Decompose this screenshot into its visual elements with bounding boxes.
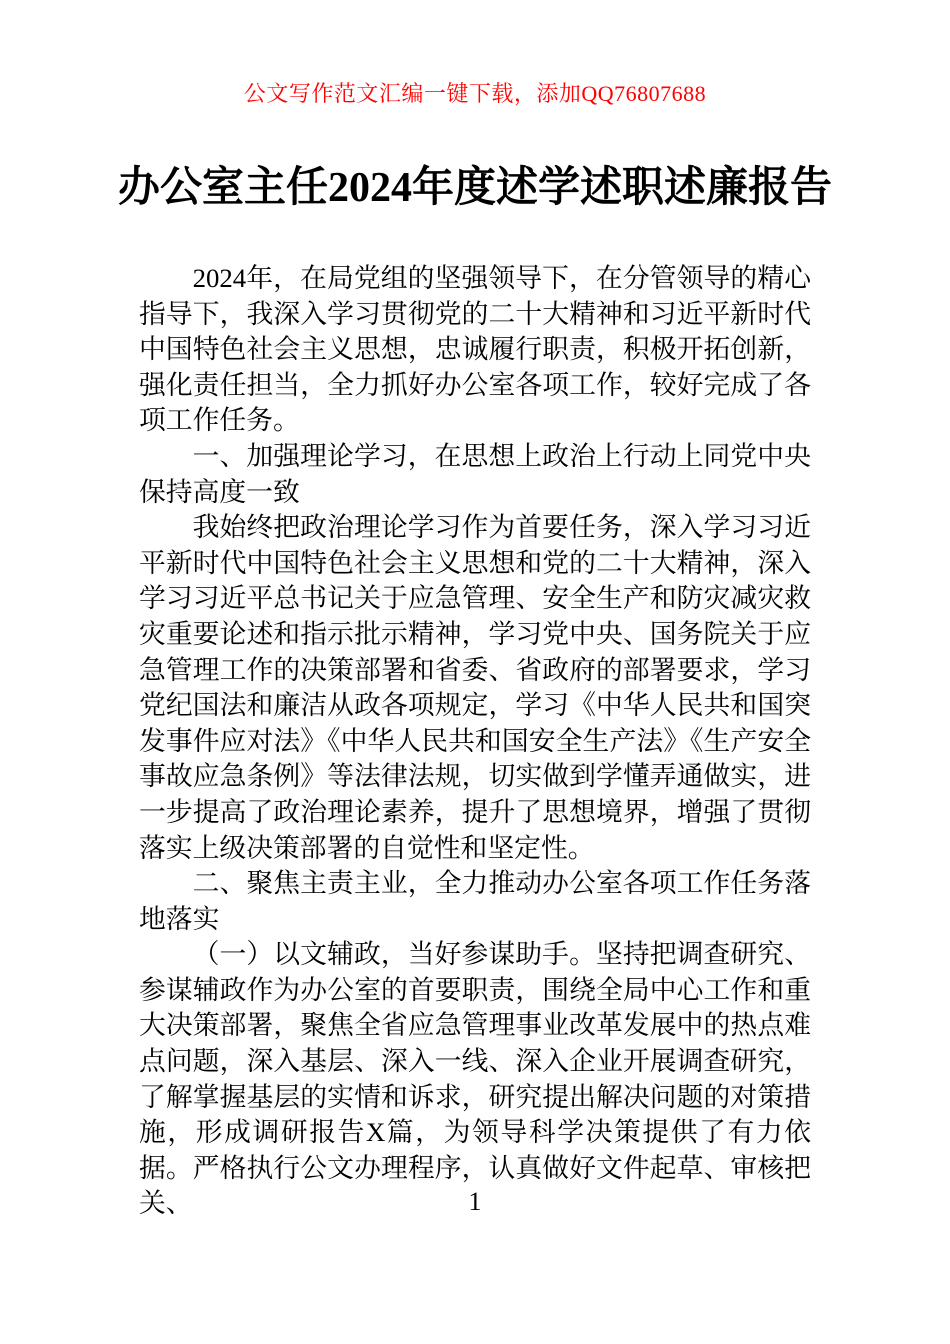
body-paragraph: （一）以文辅政，当好参谋助手。坚持把调查研究、参谋辅政作为办公室的首要职责，围绕全局中心工作和重大决策部署，聚焦全省应急管理事业改革发展中的热点难点问题，深入基层、深入一线、深入企业开展调查研究，了解掌握基层的实情和诉求，研究提出解决问题的对策措施，形成调研报告X篇，为领导科学决策提供了有力依据。严格执行公文办理程序，认真做好文件起草、审核把关、 (139, 939, 811, 1219)
body-paragraph: 我始终把政治理论学习作为首要任务，深入学习习近平新时代中国特色社会主义思想和党的二十大精神，深入学习习近平总书记关于应急管理、安全生产和防灾减灾救灾重要论述和指示批示精神，学习党中央、国务院关于应急管理工作的决策部署和省委、省政府的部署要求，学习党纪国法和廉洁从政各项规定，学习《中华人民共和国突发事件应对法》《中华人民共和国安全生产法》《生产安全事故应急条例》等法律法规，切实做到学懂弄通做实，进一步提高了政治理论素养，提升了思想境界，增强了贯彻落实上级决策部署的自觉性和坚定性。 (139, 512, 811, 863)
document-title: 办公室主任2024年度述学述职述廉报告 (117, 165, 832, 211)
section-heading: 一、加强理论学习，在思想上政治上行动上同党中央保持高度一致 (139, 440, 811, 507)
page-number: 1 (468, 1187, 482, 1216)
section-heading: 二、聚焦主责主业，全力推动办公室各项工作任务落地落实 (139, 868, 811, 934)
document-body (139, 261, 811, 1222)
body-paragraph: 2024年，在局党组的坚强领导下，在分管领导的精心指导下，我深入学习贯彻党的二十大精神和习近平新时代中国特色社会主义思想，忠诚履行职责，积极开拓创新，强化责任担当，全力抓好办公室各项工作，较好完成了各项工作任务。 (139, 263, 811, 436)
promo-header-notice: 公文写作范文汇编一键下载，添加QQ76807688 (243, 81, 707, 106)
